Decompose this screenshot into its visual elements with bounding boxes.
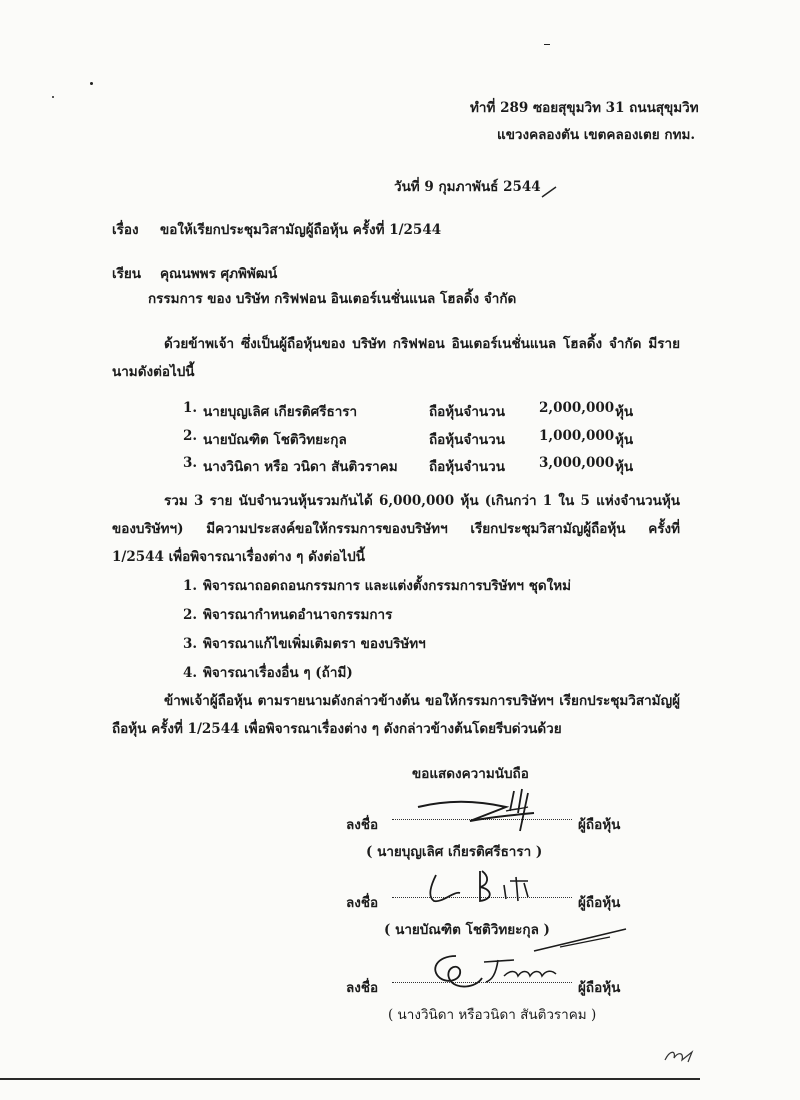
holder-number: 2. bbox=[183, 428, 198, 444]
scan-speck bbox=[90, 82, 93, 85]
sign-suffix: ผู้ถือหุ้น bbox=[578, 895, 621, 911]
holder-shares: 3,000,000 bbox=[539, 455, 615, 471]
signature-block bbox=[0, 968, 800, 1024]
agenda-number: 3. bbox=[183, 636, 198, 652]
holder-shares: 1,000,000 bbox=[539, 428, 615, 444]
holder-shares-label: ถือหุ้นจำนวน bbox=[429, 404, 505, 420]
holder-number: 3. bbox=[183, 455, 198, 471]
sender-address-line-1: ทำที่ 289 ซอยสุขุมวิท 31 ถนนสุขุมวิท bbox=[470, 100, 699, 116]
agenda-text: พิจารณาเรื่องอื่น ๆ (ถ้ามี) bbox=[203, 665, 353, 681]
subject-text: ขอให้เรียกประชุมวิสามัญผู้ถือหุ้น ครั้งที่ 1/2544 bbox=[160, 222, 442, 238]
subject-label: เรื่อง bbox=[112, 222, 139, 238]
agenda-text: พิจารณาแก้ไขเพิ่มเติมตรา ของบริษัทฯ bbox=[203, 636, 426, 652]
closing-paragraph: ข้าพเจ้าผู้ถือหุ้น ตามรายนามดังกล่าวข้างต้น ขอให้กรรมการบริษัทฯ เรียกประชุมวิสามัญผู้ถือหุ้น ครั้งที่ 1/2544 เพื่อพิจารณาเรื่องต่าง ๆ ดังกล่าวข้างต้นโดยรีบด่วนด้วย bbox=[112, 693, 680, 737]
holder-unit: หุ้น bbox=[615, 404, 634, 420]
complimentary-close: ขอแสดงความนับถือ bbox=[412, 766, 529, 782]
holder-shares-label: ถือหุ้นจำนวน bbox=[429, 459, 505, 475]
sign-suffix: ผู้ถือหุ้น bbox=[578, 817, 621, 833]
addressee-name: คุณนพพร ศุภพิพัฒน์ bbox=[160, 266, 278, 282]
letter-date: วันที่ 9 กุมภาพันธ์ 2544 bbox=[394, 179, 541, 195]
signature-block bbox=[0, 883, 800, 939]
agenda-item bbox=[183, 661, 571, 690]
sign-prefix: ลงชื่อ bbox=[346, 895, 379, 911]
intro-paragraph: ด้วยข้าพเจ้า ซึ่งเป็นผู้ถือหุ้นของ บริษัท กริฟฟอน อินเตอร์เนชั่นแนล โฮลดิ้ง จำกัด มีรายนามดังต่อไปนี้ bbox=[112, 336, 680, 380]
sign-suffix: ผู้ถือหุ้น bbox=[578, 980, 621, 996]
agenda-number: 2. bbox=[183, 607, 198, 623]
agenda-item bbox=[183, 603, 571, 632]
holder-unit: หุ้น bbox=[615, 459, 634, 475]
holder-row bbox=[183, 455, 643, 475]
sign-prefix: ลงชื่อ bbox=[346, 980, 379, 996]
addressee-label: เรียน bbox=[112, 266, 142, 282]
sender-address-line-2: แขวงคลองตัน เขตคลองเตย กทม. bbox=[497, 127, 696, 143]
summary-paragraph: รวม 3 ราย นับจำนวนหุ้นรวมกันได้ 6,000,000 หุ้น (เกินกว่า 1 ใน 5 แห่งจำนวนหุ้นของบริษัทฯ) มีความประสงค์ขอให้กรรมการของบริษัทฯ เรียกประชุมวิสามัญผู้ถือหุ้น ครั้งที่ 1/2544 เพื่อพิจารณาเรื่องต่าง ๆ ดังต่อไปนี้ bbox=[112, 493, 680, 565]
agenda-text: พิจารณาถอดถอนกรรมการ และแต่งตั้งกรรมการบริษัทฯ ชุดใหม่ bbox=[203, 578, 572, 594]
handwritten-signature bbox=[420, 867, 570, 911]
holder-name: นางวินิดา หรือ วนิดา สันติวราคม bbox=[203, 459, 398, 475]
agenda-number: 1. bbox=[183, 578, 198, 594]
scan-speck bbox=[52, 96, 54, 98]
signer-name: ( นางวินิดา หรือวนิดา สันติวราคม ) bbox=[388, 1007, 597, 1023]
agenda-number: 4. bbox=[183, 665, 198, 681]
holder-row bbox=[183, 428, 643, 448]
agenda-list bbox=[183, 574, 571, 690]
addressee-position: กรรมการ ของ บริษัท กริฟฟอน อินเตอร์เนชั่นแนล โฮลดิ้ง จำกัด bbox=[148, 291, 517, 307]
holder-number: 1. bbox=[183, 400, 198, 416]
signer-name: ( นายบุญเลิศ เกียรติศรีธารา ) bbox=[366, 844, 543, 860]
handwritten-signature bbox=[426, 948, 566, 996]
holder-name: นายบัณฑิต โชติวิทยะกุล bbox=[203, 432, 347, 448]
scan-edge bbox=[0, 1078, 700, 1080]
handwritten-initials bbox=[662, 1046, 698, 1070]
sign-prefix: ลงชื่อ bbox=[346, 817, 379, 833]
pen-tick bbox=[540, 185, 558, 203]
signature-block bbox=[0, 805, 800, 861]
scan-speck bbox=[544, 44, 550, 45]
holder-shares: 2,000,000 bbox=[539, 400, 615, 416]
holder-unit: หุ้น bbox=[615, 432, 634, 448]
handwritten-signature bbox=[410, 787, 580, 839]
holder-name: นายบุญเลิศ เกียรติศรีธารา bbox=[203, 404, 358, 420]
holder-shares-label: ถือหุ้นจำนวน bbox=[429, 432, 505, 448]
signer-name: ( นายบัณฑิต โชติวิทยะกุล ) bbox=[384, 922, 550, 938]
agenda-item bbox=[183, 632, 571, 661]
agenda-item bbox=[183, 574, 571, 603]
agenda-text: พิจารณากำหนดอำนาจกรรมการ bbox=[203, 607, 393, 623]
holder-row bbox=[183, 400, 643, 420]
